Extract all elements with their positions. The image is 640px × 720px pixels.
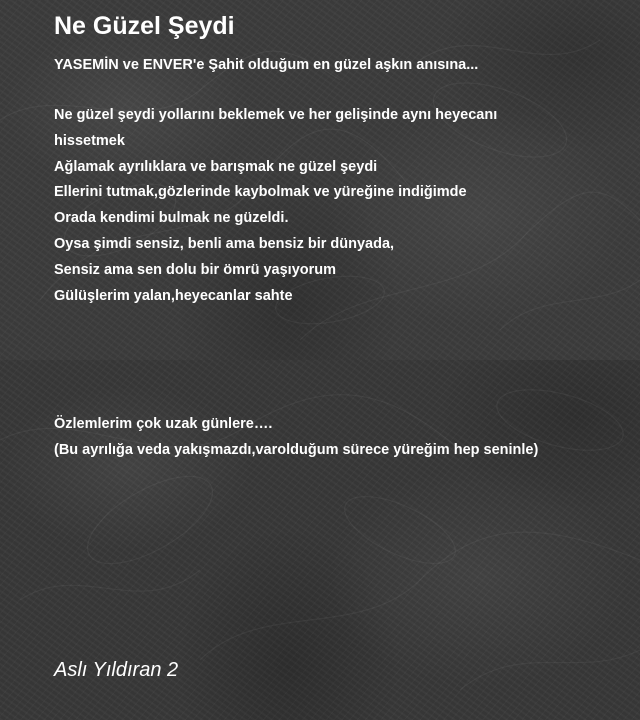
poem-line: Ağlamak ayrılıklara ve barışmak ne güzel şeydi	[54, 158, 378, 175]
poem-line: Özlemlerim çok uzak günlere….	[54, 416, 273, 432]
stanza-2	[54, 412, 634, 464]
poem-line: Orada kendimi bulmak ne güzeldi.	[54, 210, 289, 227]
poem-line: Ne güzel şeydi yollarını beklemek ve her gelişinde aynı heyecanı	[54, 107, 498, 123]
poem-line: hissetmek	[54, 132, 125, 149]
stanza-1	[54, 103, 574, 309]
poem-line: Ellerini tutmak,gözlerinde kaybolmak ve yüreğine indiğimde	[54, 184, 467, 201]
poem-author: Aslı Yıldıran 2	[54, 659, 179, 681]
poem-line: Sensiz ama sen dolu bir ömrü yaşıyorum	[54, 261, 337, 278]
poem-line: Gülüşlerim yalan,heyecanlar sahte	[54, 287, 293, 304]
poem-line: (Bu ayrılığa veda yakışmazdı,varolduğum sürece yüreğim hep seninle)	[54, 441, 539, 458]
poem-title: Ne Güzel Şeydi	[54, 12, 235, 40]
poem-dedication: YASEMİN ve ENVER'e Şahit olduğum en güzel aşkın anısına...	[54, 57, 479, 73]
poem-line: Oysa şimdi sensiz, benli ama bensiz bir dünyada,	[54, 235, 395, 252]
